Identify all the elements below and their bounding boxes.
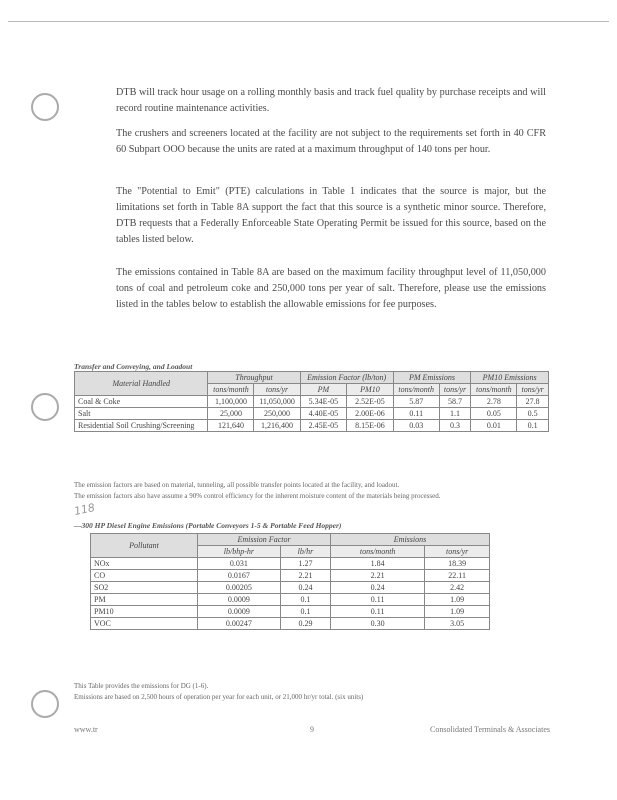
footer-left: www.tr	[74, 725, 98, 734]
cell: 0.29	[280, 618, 330, 630]
table2-note: Emissions are based on 2,500 hours of operation per year for each unit, or 21,000 hr/yr total. (six units)	[74, 693, 364, 701]
header-pollutant: Pollutant	[91, 534, 198, 558]
subheader: tons/yr	[439, 384, 471, 396]
table-row	[91, 558, 490, 570]
cell: 1.09	[425, 594, 490, 606]
cell: 0.05	[471, 408, 517, 420]
table-row	[75, 396, 549, 408]
cell: 2.45E-05	[300, 420, 347, 432]
table-row	[91, 570, 490, 582]
page-top-edge	[8, 21, 609, 22]
diesel-engine-table	[90, 533, 490, 630]
table-row	[91, 582, 490, 594]
cell: 5.87	[393, 396, 439, 408]
paragraph-subpart-ooo: The crushers and screeners located at the facility are not subject to the requirements set forth in 40 CFR 60 Subpart OOO because the units are rated at a maximum throughput of 140 tons per hour.	[116, 128, 546, 155]
table1-note: The emission factors are based on material, tunneling, all possible transfer points located at the facility, and loadout.	[74, 481, 400, 489]
subheader: lb/hr	[280, 546, 330, 558]
cell: 0.11	[331, 594, 425, 606]
cell: 25,000	[208, 408, 254, 420]
cell: 2.21	[280, 570, 330, 582]
table-row	[91, 594, 490, 606]
cell: 0.11	[331, 606, 425, 618]
cell: 0.0009	[198, 606, 281, 618]
table2-note: This Table provides the emissions for DG (1-6).	[74, 682, 209, 690]
header-emissions: Emissions	[331, 534, 490, 546]
material-handling-table	[74, 371, 549, 432]
cell: 0.24	[331, 582, 425, 594]
cell: Coal & Coke	[75, 396, 208, 408]
header-pm-emissions: PM Emissions	[393, 372, 471, 384]
page-number: 9	[310, 725, 314, 734]
cell: 121,640	[208, 420, 254, 432]
cell: 0.1	[280, 594, 330, 606]
cell: 1,216,400	[254, 420, 300, 432]
cell: 3.05	[425, 618, 490, 630]
cell: PM	[91, 594, 198, 606]
cell: CO	[91, 570, 198, 582]
cell: 0.00205	[198, 582, 281, 594]
subheader: tons/month	[208, 384, 254, 396]
footer-company: Consolidated Terminals & Associates	[430, 725, 550, 734]
header-emission-factor: Emission Factor	[198, 534, 331, 546]
cell: PM10	[91, 606, 198, 618]
cell: 0.1	[280, 606, 330, 618]
cell: 1.84	[331, 558, 425, 570]
subheader: tons/month	[393, 384, 439, 396]
cell: 0.1	[517, 420, 549, 432]
cell: 0.3	[439, 420, 471, 432]
table-row	[75, 408, 549, 420]
cell: 18.39	[425, 558, 490, 570]
table1-note: The emission factors also have assume a 90% control efficiency for the inherent moisture content of the materials being processed.	[74, 492, 441, 500]
punch-hole-icon	[31, 690, 59, 718]
cell: 4.40E-05	[300, 408, 347, 420]
header-pm10-emissions: PM10 Emissions	[471, 372, 549, 384]
cell: 0.00247	[198, 618, 281, 630]
header-throughput: Throughput	[208, 372, 300, 384]
cell: 2.21	[331, 570, 425, 582]
cell: Salt	[75, 408, 208, 420]
subheader: PM10	[347, 384, 394, 396]
subheader: tons/month	[331, 546, 425, 558]
subheader: PM	[300, 384, 347, 396]
cell: 0.30	[331, 618, 425, 630]
cell: 0.24	[280, 582, 330, 594]
subheader: tons/yr	[425, 546, 490, 558]
cell: 0.11	[393, 408, 439, 420]
cell: 1.27	[280, 558, 330, 570]
header-emission-factor: Emission Factor (lb/ton)	[300, 372, 393, 384]
cell: SO2	[91, 582, 198, 594]
table-row	[91, 618, 490, 630]
cell: 0.0009	[198, 594, 281, 606]
cell: 2.42	[425, 582, 490, 594]
cell: 2.78	[471, 396, 517, 408]
header-material: Material Handled	[75, 372, 208, 396]
cell: 8.15E-06	[347, 420, 394, 432]
subheader: lb/bhp-hr	[198, 546, 281, 558]
punch-hole-icon	[31, 393, 59, 421]
table1-caption: Transfer and Conveying, and Loadout	[74, 362, 193, 371]
paragraph-emissions-basis: The emissions contained in Table 8A are based on the maximum facility throughput level of 11,050,000 tons of coal and petroleum coke and 250,000 tons per year of salt. Therefore, please use the emissions listed in the tables below to establish the allowable emissions for fee purposes.	[116, 267, 546, 310]
cell: 22.11	[425, 570, 490, 582]
cell: 250,000	[254, 408, 300, 420]
cell: 0.03	[393, 420, 439, 432]
subheader: tons/yr	[517, 384, 549, 396]
table-row	[75, 420, 549, 432]
cell: 1.09	[425, 606, 490, 618]
cell: 58.7	[439, 396, 471, 408]
punch-hole-icon	[31, 93, 59, 121]
cell: VOC	[91, 618, 198, 630]
cell: 0.5	[517, 408, 549, 420]
cell: 11,050,000	[254, 396, 300, 408]
cell: 2.52E-05	[347, 396, 394, 408]
paragraph-fuel-tracking: DTB will track hour usage on a rolling monthly basis and track fuel quality by purchase receipts and will record routine maintenance activities.	[116, 87, 546, 114]
cell: 27.8	[517, 396, 549, 408]
subheader: tons/month	[471, 384, 517, 396]
cell: 2.00E-06	[347, 408, 394, 420]
handwritten-mark: 118	[72, 500, 97, 519]
cell: NOx	[91, 558, 198, 570]
cell: Residential Soil Crushing/Screening	[75, 420, 208, 432]
cell: 0.031	[198, 558, 281, 570]
cell: 5.34E-05	[300, 396, 347, 408]
table2-caption: —300 HP Diesel Engine Emissions (Portable Conveyors 1-5 & Portable Feed Hopper)	[74, 521, 342, 530]
cell: 0.01	[471, 420, 517, 432]
cell: 1,100,000	[208, 396, 254, 408]
cell: 0.0167	[198, 570, 281, 582]
paragraph-pte: The "Potential to Emit" (PTE) calculations in Table 1 indicates that the source is major, but the limitations set forth in Table 8A support the fact that this source is a synthetic minor source. Therefore, DTB requests that a Federally Enforceable State Operating Permit be issued for this source, based on the tables listed below.	[116, 186, 546, 245]
table-row	[91, 606, 490, 618]
subheader: tons/yr	[254, 384, 300, 396]
cell: 1.1	[439, 408, 471, 420]
